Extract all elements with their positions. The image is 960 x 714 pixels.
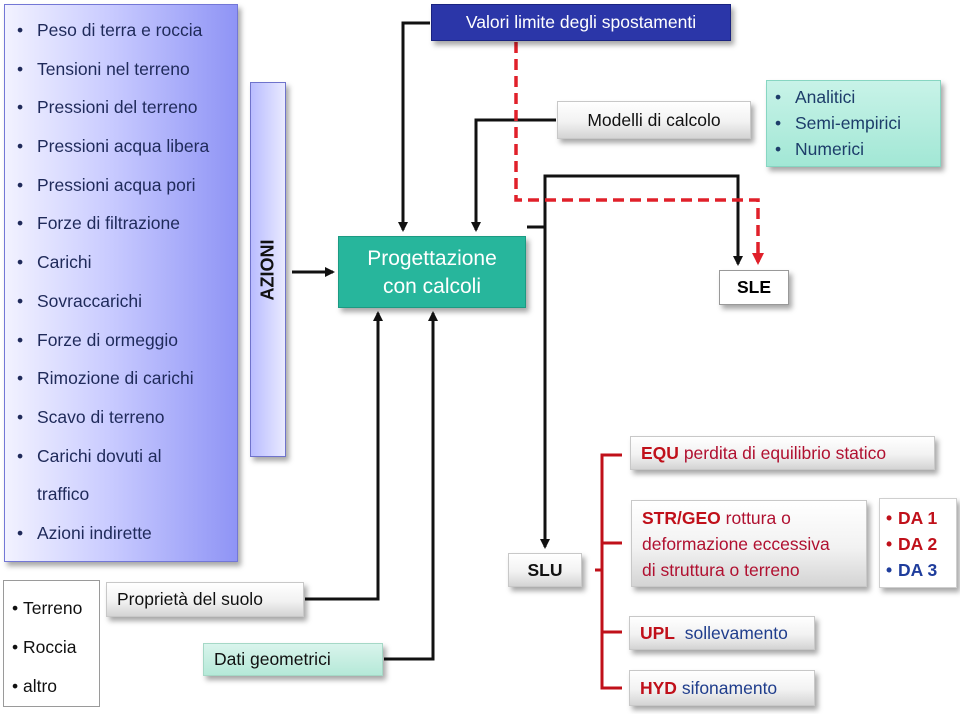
- action-item: • Pressioni del terreno: [17, 96, 209, 135]
- equ-desc: perdita di equilibrio statico: [683, 442, 887, 463]
- strgeo-desc-2: deformazione eccessiva: [642, 533, 830, 554]
- hyd-box: [629, 670, 815, 706]
- dashed-limits-to-sle: [516, 42, 758, 262]
- upl-code: UPL: [640, 622, 675, 643]
- hyd-code: HYD: [640, 677, 677, 698]
- soil-item: • altro: [12, 675, 82, 714]
- action-item: traffico: [37, 484, 90, 505]
- soil-item: • Terreno: [12, 597, 82, 636]
- design-approaches-list: [886, 507, 937, 585]
- design-line-2: con calcoli: [382, 275, 482, 298]
- action-item: • Rimozione di carichi: [17, 367, 209, 406]
- upl-box: [629, 616, 815, 650]
- design-line-1: Progettazione: [367, 247, 497, 270]
- geometric-data-box: Dati geometrici: [203, 643, 383, 676]
- methods-box: [766, 80, 941, 167]
- azioni-label: AZIONI: [257, 239, 278, 300]
- approach-item: • DA 1: [886, 507, 937, 533]
- slu-bracket: [595, 455, 622, 688]
- strgeo-desc-3: di struttura o terreno: [642, 559, 800, 580]
- arrow-soil-to-design: [305, 313, 378, 599]
- action-item: • Pressioni acqua libera: [17, 135, 209, 174]
- action-item: • Pressioni acqua pori: [17, 174, 209, 213]
- soil-type-list: [12, 597, 82, 714]
- action-item: • Sovraccarichi: [17, 290, 209, 329]
- approach-item: • DA 2: [886, 533, 937, 559]
- design-approaches-box: [879, 498, 957, 588]
- approach-item: • DA 3: [886, 559, 937, 585]
- soil-item: • Roccia: [12, 636, 82, 675]
- arrow-limits-to-design: [403, 23, 430, 230]
- soil-type-box: [3, 580, 100, 707]
- action-item: • Carichi: [17, 251, 209, 290]
- method-item: • Numerici: [775, 138, 901, 164]
- action-item: • Peso di terra e roccia: [17, 19, 209, 58]
- method-item: • Analitici: [775, 86, 901, 112]
- action-item: • Azioni indirette: [17, 522, 209, 561]
- action-item: • Carichi dovuti al: [17, 445, 209, 484]
- azioni-bar: [250, 82, 286, 457]
- equ-box: [630, 436, 935, 470]
- action-item: • Forze di filtrazione: [17, 212, 209, 251]
- strgeo-desc-1: rottura o: [725, 507, 791, 528]
- calculation-models-box: Modelli di calcolo: [557, 101, 751, 139]
- strgeo-box: [631, 500, 867, 587]
- slu-box: SLU: [508, 553, 582, 587]
- actions-list-box: [4, 4, 238, 562]
- actions-list: [17, 19, 209, 561]
- action-item: • Tensioni nel terreno: [17, 58, 209, 97]
- design-by-calculation-box: [338, 236, 526, 308]
- action-item: • Scavo di terreno: [17, 406, 209, 445]
- strgeo-code: STR/GEO: [642, 507, 721, 528]
- equ-code: EQU: [641, 442, 679, 463]
- upl-desc: sollevamento: [684, 622, 788, 643]
- arrow-design-to-sle: [527, 176, 738, 264]
- method-item: • Semi-empirici: [775, 112, 901, 138]
- sle-box: SLE: [719, 270, 789, 305]
- hyd-desc: sifonamento: [681, 677, 778, 698]
- arrow-geometry-to-design: [384, 313, 433, 659]
- action-item: • Forze di ormeggio: [17, 329, 209, 368]
- soil-properties-box: Proprietà del suolo: [106, 582, 304, 617]
- displacement-limits-title: Valori limite degli spostamenti: [431, 4, 731, 41]
- methods-list: [775, 86, 901, 164]
